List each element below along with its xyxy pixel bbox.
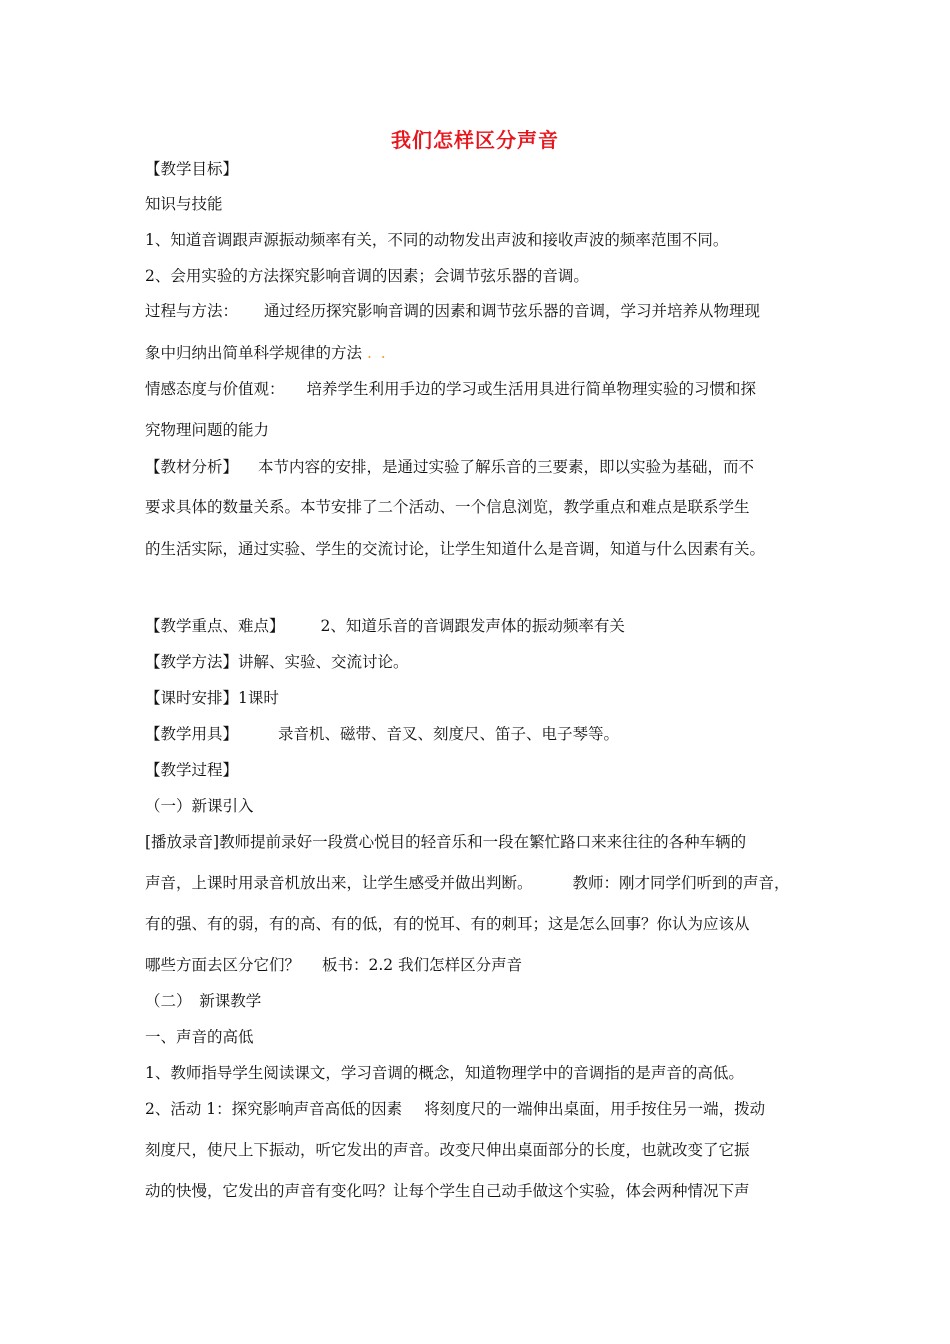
paragraph-intro-1: [播放录音]教师提前录好一段赏心悦目的轻音乐和一段在繁忙路口来来往往的各种车辆的 (145, 833, 747, 851)
subheading-knowledge-skills: 知识与技能 (145, 195, 223, 213)
text-attitude: 培养学生利用手边的学习或生活用具进行简单物理实验的习惯和探 (306, 380, 757, 398)
paragraph-goal-1: 1、知道音调跟声源振动频率有关，不同的动物发出声波和接收声波的频率范围不同。 (145, 231, 729, 249)
paragraph-attitude (145, 378, 756, 400)
paragraph-teaching-tools: 【教学用具】 录音机、磁带、音叉、刻度尺、笛子、电子琴等。 (145, 725, 620, 743)
board-note: 板书：2.2 我们怎样区分声音 (322, 956, 523, 974)
paragraph-intro-2: 声音，上课时用录音机放出来，让学生感受并做出判断。 教师：刚才同学们听到的声音， (145, 874, 790, 892)
paragraph-activity-1-cont-2: 动的快慢，它发出的声音有变化吗？让每个学生自己动手做这个实验，体会两种情况下声 (145, 1182, 750, 1200)
text-process-method: 通过经历探究影响音调的因素和调节弦乐器的音调，学习并培养从物理现 (264, 302, 761, 320)
paragraph-process-method (145, 300, 760, 322)
label-process-method: 过程与方法： (145, 302, 239, 320)
subheading-new-lesson: （二） 新课教学 (145, 992, 262, 1010)
mark-dots: . . (366, 344, 388, 362)
label-teaching-tools: 【教学用具】 (145, 725, 239, 743)
paragraph-material-analysis: 【教材分析】 本节内容的安排，是通过实验了解乐音的三要素，即以实验为基础，而不 (145, 458, 755, 476)
paragraph-key-points: 【教学重点、难点】 2、知道乐音的音调跟发声体的振动频率有关 (145, 617, 625, 635)
paragraph-material-analysis-cont-2: 的生活实际，通过实验、学生的交流讨论，让学生知道什么是音调，知道与什么因素有关。 (145, 540, 766, 558)
heading-teaching-goals: 【教学目标】 (145, 160, 239, 178)
label-material-analysis: 【教材分析】 (145, 458, 239, 476)
subheading-pitch: 一、声音的高低 (145, 1028, 254, 1046)
paragraph-schedule: 【课时安排】1课时 (145, 689, 279, 707)
paragraph-goal-2: 2、会用实验的方法探究影响音调的因素；会调节弦乐器的音调。 (145, 267, 589, 285)
heading-teaching-process: 【教学过程】 (145, 761, 239, 779)
paragraph-activity-1: 2、活动 1：探究影响声音高低的因素 将刻度尺的一端伸出桌面，用手按住另一端，拨动 (145, 1100, 766, 1118)
paragraph-attitude-cont: 究物理问题的能力 (145, 421, 270, 439)
paragraph-teaching-method: 【教学方法】讲解、实验、交流讨论。 (145, 653, 409, 671)
paragraph-step-1: 1、教师指导学生阅读课文，学习音调的概念，知道物理学中的音调指的是声音的高低。 (145, 1064, 744, 1082)
paragraph-intro-3: 有的强、有的弱，有的高、有的低，有的悦耳、有的刺耳；这是怎么回事？你认为应该从 (145, 915, 750, 933)
paragraph-activity-1-cont-1: 刻度尺，使尺上下振动，听它发出的声音。改变尺伸出桌面部分的长度，也就改变了它振 (145, 1141, 750, 1159)
paragraph-process-method-cont: 象中归纳出简单科学规律的方法 . . (145, 344, 388, 362)
paragraph-material-analysis-cont-1: 要求具体的数量关系。本节安排了二个活动、一个信息浏览，教学重点和难点是联系学生 (145, 498, 750, 516)
label-key-points: 【教学重点、难点】 (145, 617, 285, 635)
label-attitude: 情感态度与价值观： (145, 380, 285, 398)
document-title: 我们怎样区分声音 (391, 128, 559, 152)
subheading-introduction: （一）新课引入 (145, 797, 254, 815)
paragraph-intro-4: 哪些方面去区分它们？ 板书：2.2 我们怎样区分声音 (145, 956, 523, 974)
